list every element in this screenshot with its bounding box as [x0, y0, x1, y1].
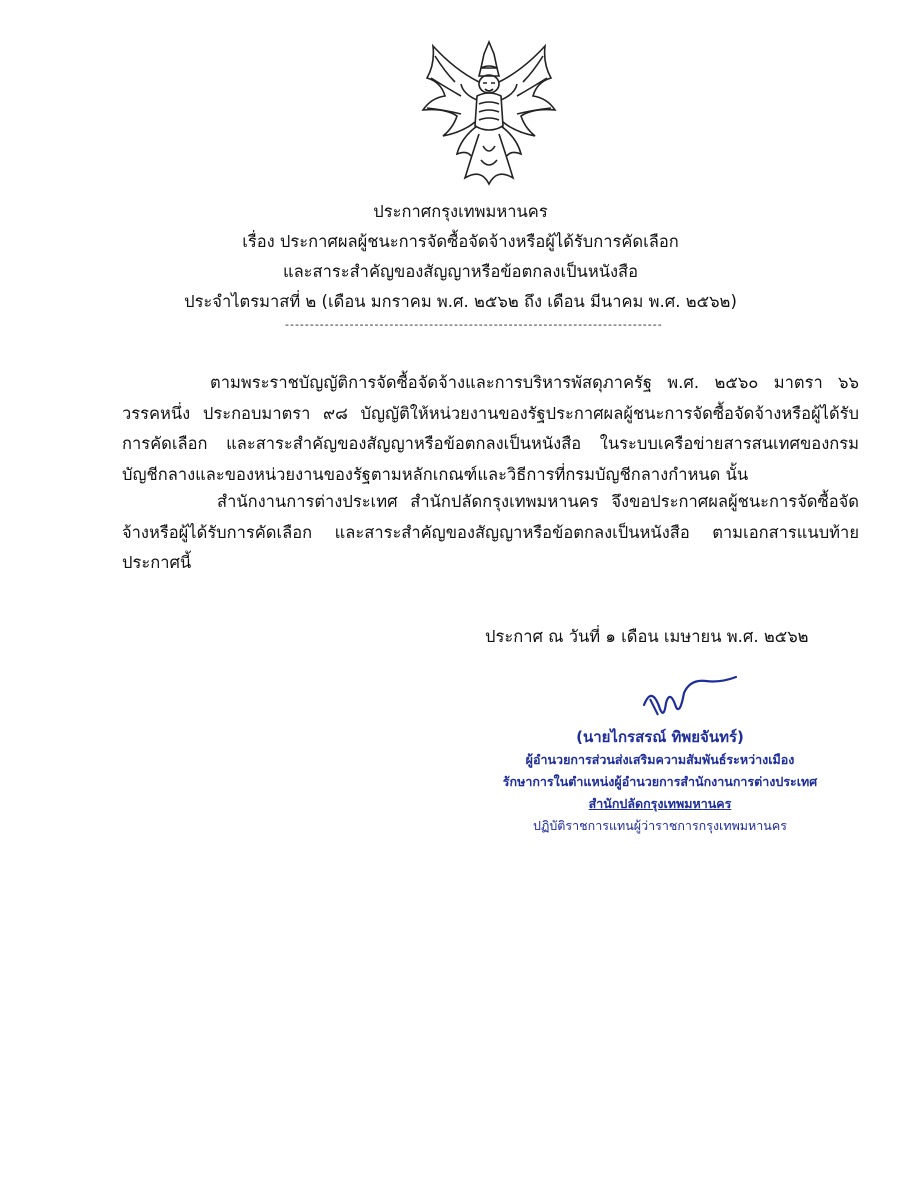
signatory-office-text: สำนักปลัดกรุงเทพมหานคร	[588, 796, 732, 811]
signatory-office	[490, 793, 830, 815]
announcement-subject-cont: และสาระสำคัญของสัญญาหรือข้อตกลงเป็นหนังสือ	[282, 262, 639, 281]
body-paragraph-1: ตามพระราชบัญญัติการจัดซื้อจัดจ้างและการบริหารพัสดุภาครัฐ พ.ศ. ๒๕๖๐ มาตรา ๖๖ วรรคหนึ่ง ประกอบมาตรา ๙๘ บัญญัติให้หน่วยงานของรัฐประกาศผลผู้ชนะการจัดซื้อจัดจ้างหรือผู้ได้รับการคัดเลือก และสาระสำคัญของสัญญาหรือข้อตกลงเป็นหนังสือ ในระบบเครือข่ายสารสนเทศของกรมบัญชีกลางและของหน่วยงานของรัฐตามหลักเกณฑ์และวิธีการที่กรมบัญชีกลางกำหนด นั้น	[122, 373, 859, 484]
body-paragraph-2: สำนักงานการต่างประเทศ สำนักปลัดกรุงเทพมหานคร จึงขอประกาศผลผู้ชนะการจัดซื้อจัดจ้างหรือผู้ได้รับการคัดเลือก และสาระสำคัญของสัญญาหรือข้อตกลงเป็นหนังสือ ตามเอกสารแนบท้ายประกาศนี้	[122, 492, 859, 572]
signatory-acting-position: รักษาการในตำแหน่งผู้อำนวยการสำนักงานการต่างประเทศ	[502, 774, 818, 789]
announce-date: ประกาศ ณ วันที่ ๑ เดือน เมษายน พ.ศ. ๒๕๖๒	[485, 627, 809, 646]
announcement-subject: เรื่อง ประกาศผลผู้ชนะการจัดซื้อจัดจ้างหรือผู้ได้รับการคัดเลือก	[242, 232, 679, 251]
signatory-name: (นายไกรสรณ์ ทิพยจันทร์)	[576, 728, 744, 746]
signatory-position: ผู้อำนวยการส่วนส่งเสริมความสัมพันธ์ระหว่างเมือง	[525, 752, 795, 767]
signatory-on-behalf: ปฏิบัติราชการแทนผู้ว่าราชการกรุงเทพมหานคร	[533, 818, 787, 833]
separator-rule: ----------------------------------------------------------------------------	[285, 318, 663, 331]
handwritten-signature	[640, 675, 740, 723]
announcement-agency: ประกาศกรุงเทพมหานคร	[373, 202, 548, 221]
signature-block	[490, 725, 830, 837]
garuda-emblem	[405, 38, 573, 188]
announcement-period: ประจำไตรมาสที่ ๒ (เดือน มกราคม พ.ศ. ๒๕๖๒ ถึง เดือน มีนาคม พ.ศ. ๒๕๖๒)	[184, 292, 737, 311]
